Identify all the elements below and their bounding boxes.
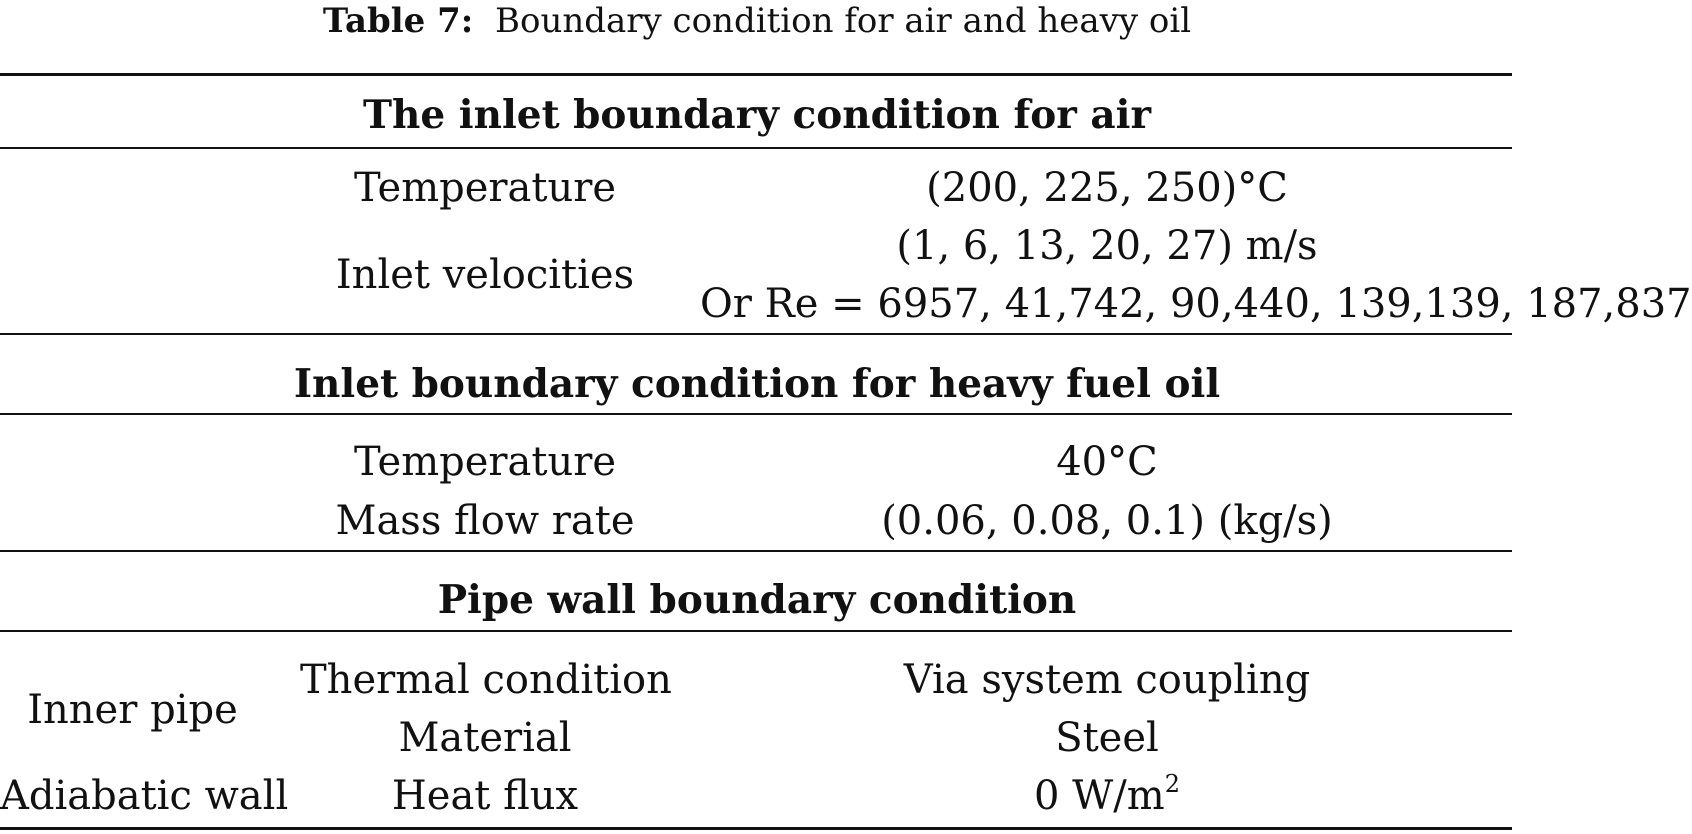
air-reynolds-value: Or Re = 6957, 41,742, 90,440, 139,139, 187,837	[700, 281, 1692, 327]
section-rule	[0, 147, 1512, 149]
bottom-rule	[0, 827, 1512, 830]
table-label: Table 7:	[322, 1, 474, 41]
heat-flux-value-base: 0 W/m	[1034, 773, 1165, 819]
section-rule	[0, 550, 1512, 552]
section-title-oil: Inlet boundary condition for heavy fuel oil	[293, 361, 1221, 407]
table-title: Boundary condition for air and heavy oil	[494, 1, 1192, 41]
adiabatic-wall-label: Adiabatic wall	[0, 773, 289, 819]
top-rule	[0, 73, 1512, 76]
section-rule	[0, 630, 1512, 632]
air-velocity-value: (1, 6, 13, 20, 27) m/s	[896, 223, 1318, 269]
thermal-condition-value: Via system coupling	[903, 657, 1311, 703]
thermal-condition-label: Thermal condition	[300, 657, 672, 703]
air-temperature-value: (200, 225, 250)°C	[926, 165, 1288, 211]
air-temperature-label: Temperature	[353, 165, 617, 211]
material-value: Steel	[1055, 715, 1159, 761]
section-rule	[0, 413, 1512, 415]
inner-pipe-label: Inner pipe	[27, 687, 238, 733]
section-rule	[0, 333, 1512, 335]
oil-mass-flow-value: (0.06, 0.08, 0.1) (kg/s)	[881, 498, 1333, 544]
heat-flux-value	[700, 772, 1514, 820]
oil-mass-flow-label: Mass flow rate	[335, 498, 635, 544]
material-label: Material	[398, 715, 572, 761]
table-caption	[0, 0, 1514, 44]
section-title-wall: Pipe wall boundary condition	[437, 577, 1077, 623]
heat-flux-label: Heat flux	[391, 773, 579, 819]
heat-flux-exponent: 2	[1164, 770, 1180, 798]
section-title-air: The inlet boundary condition for air	[363, 92, 1151, 138]
air-velocity-label: Inlet velocities	[335, 252, 635, 298]
oil-temperature-value: 40°C	[1056, 439, 1158, 485]
oil-temperature-label: Temperature	[353, 439, 617, 485]
